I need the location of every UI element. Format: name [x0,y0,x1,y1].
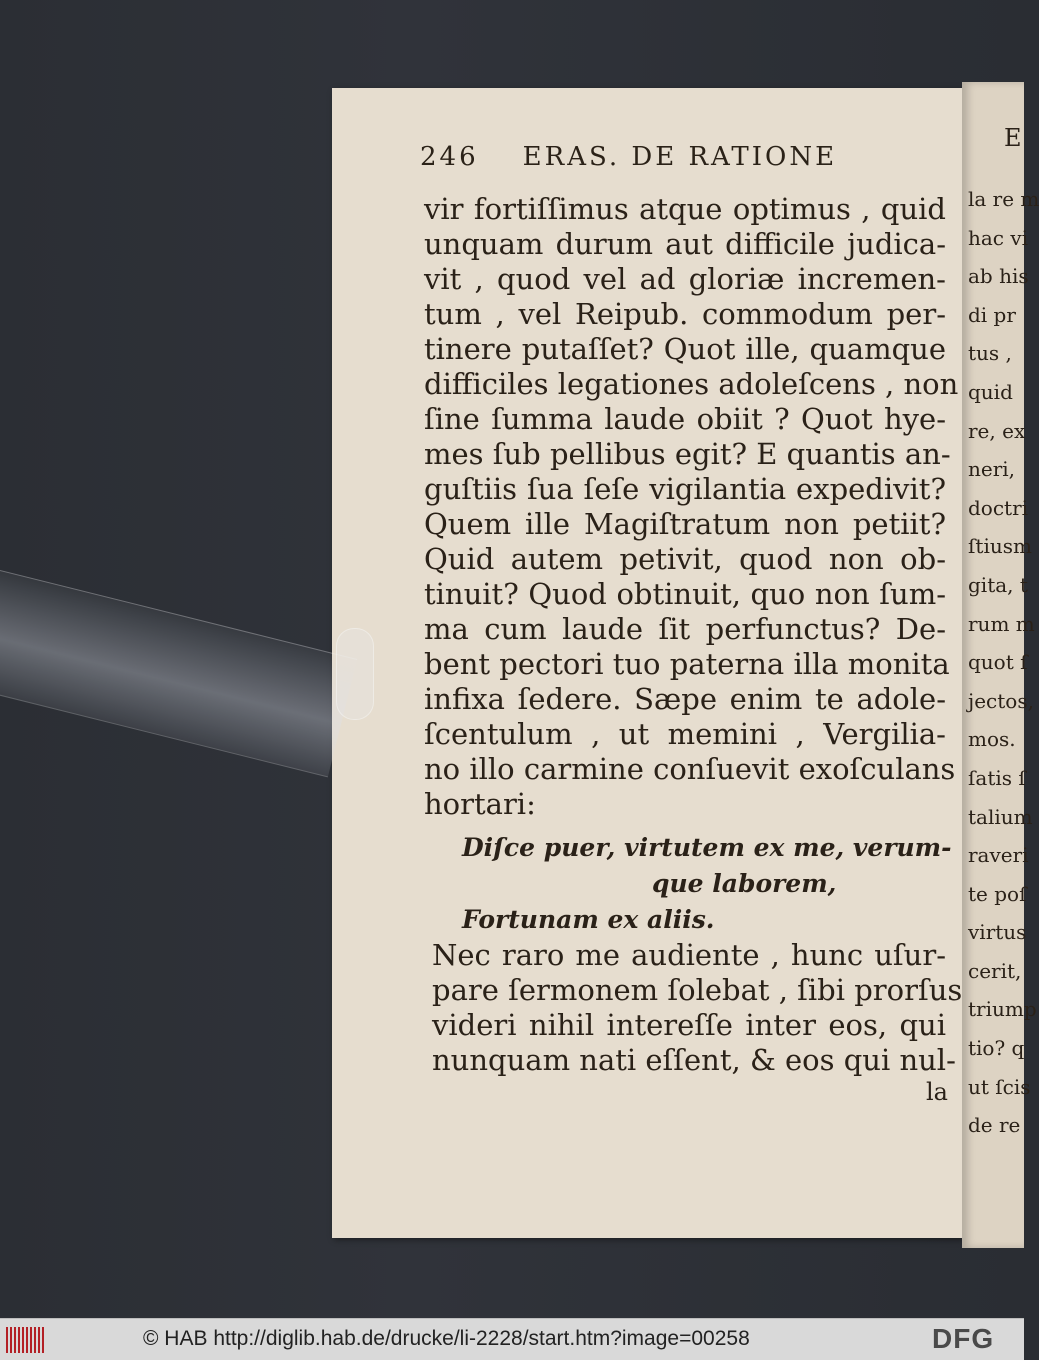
facing-line: virtus [968,920,1027,945]
facing-line: mos. [968,727,1016,752]
text-line: tum , vel Reipub. commodum per- [424,297,946,331]
glass-page-holder [0,555,357,777]
footer-bar [0,1318,1024,1360]
text-line: pare ſermonem ſolebat , ſibi prorſus [432,973,963,1007]
facing-line: cerit, [968,958,1022,983]
hab-logo-icon [6,1327,46,1353]
text-line: infixa ſedere. Sæpe enim te adole- [424,682,946,716]
facing-line: triump [968,997,1037,1022]
text-line: ſine ſumma laude obiit ? Quot hye- [424,402,946,436]
text-line: bent pectori tuo paterna illa monita [424,647,950,681]
facing-line: gita, t [968,572,1028,597]
facing-line: jectos, [968,688,1034,713]
facing-line: raveri [968,843,1029,868]
facing-line: de re [968,1113,1021,1138]
text-line: Quid autem petivit, quod non ob- [424,542,946,576]
facing-line: di pr [968,302,1016,327]
verse-line: que laborem, [652,869,837,898]
page-number: 246 [420,142,479,172]
facing-line: talium [968,804,1033,829]
text-line: no illo carmine conſuevit exoſculans [424,752,956,786]
text-line: tinere putaſſet? Quot ille, quamque [424,332,946,366]
facing-line: quot ſ [968,650,1028,675]
catchword: la [926,1078,948,1106]
text-line: unquam durum aut difficile judica- [424,227,946,261]
glass-holder-tip [336,628,374,720]
verse-quotation [462,830,952,938]
text-line: vir fortiſſimus atque optimus , quid [424,192,946,226]
text-line: vit , quod vel ad gloriæ incremen- [424,262,946,296]
text-line: Nec raro me audiente , hunc uſur- [432,938,946,972]
text-line: guſtiis ſua ſeſe vigilantia expedivit? [424,472,946,506]
verse-line: Diſce puer, virtutem ex me, verum- [462,833,952,862]
text-line: ſcentulum , ut memini , Vergilia- [424,717,946,751]
facing-line: la re m [968,187,1039,211]
facing-line: re, ex [968,418,1026,443]
text-line: hortari: [424,787,536,821]
facing-line: quid [968,379,1013,404]
facing-page-head: E [1004,124,1022,152]
facing-line: ut ſcis [968,1074,1031,1099]
facing-page-text [968,180,1039,1145]
facing-line: rum m [968,611,1035,636]
text-line: Quem ille Magiſtratum non petiit? [424,507,946,541]
text-line: videri nihil intereſſe inter eos, qui [432,1008,946,1042]
text-line: tinuit? Quod obtinuit, quo non ſum- [424,577,946,611]
dfg-logo: DFG [932,1323,995,1354]
facing-line: te poſ [968,881,1027,906]
facing-line: ſatis ſ [968,765,1026,790]
facing-line: hac vi [968,225,1029,250]
facing-line: tio? q [968,1036,1025,1061]
body-text [424,192,959,822]
text-line: difficiles legationes adoleſcens , non [424,367,959,401]
facing-line: tus , [968,341,1012,366]
facing-line: neri, [968,457,1016,482]
running-head-title: ERAS. DE RATIONE [522,142,838,172]
facing-line: doctri [968,495,1029,520]
facing-line: ſtiusm [968,534,1032,559]
text-line: ma cum laude ſit perfunctus? De- [424,612,946,646]
verse-line: Fortunam ex aliis. [462,905,715,934]
running-head [420,142,940,182]
facing-line: ab his [968,264,1029,289]
body-text-continued [432,938,963,1078]
source-credit[interactable]: © HAB http://diglib.hab.de/drucke/li-2228/start.htm?image=00258 [143,1327,750,1350]
text-line: mes ſub pellibus egit? E quantis an- [424,437,951,471]
text-line: nunquam nati eſſent, & eos qui nul- [432,1043,956,1077]
